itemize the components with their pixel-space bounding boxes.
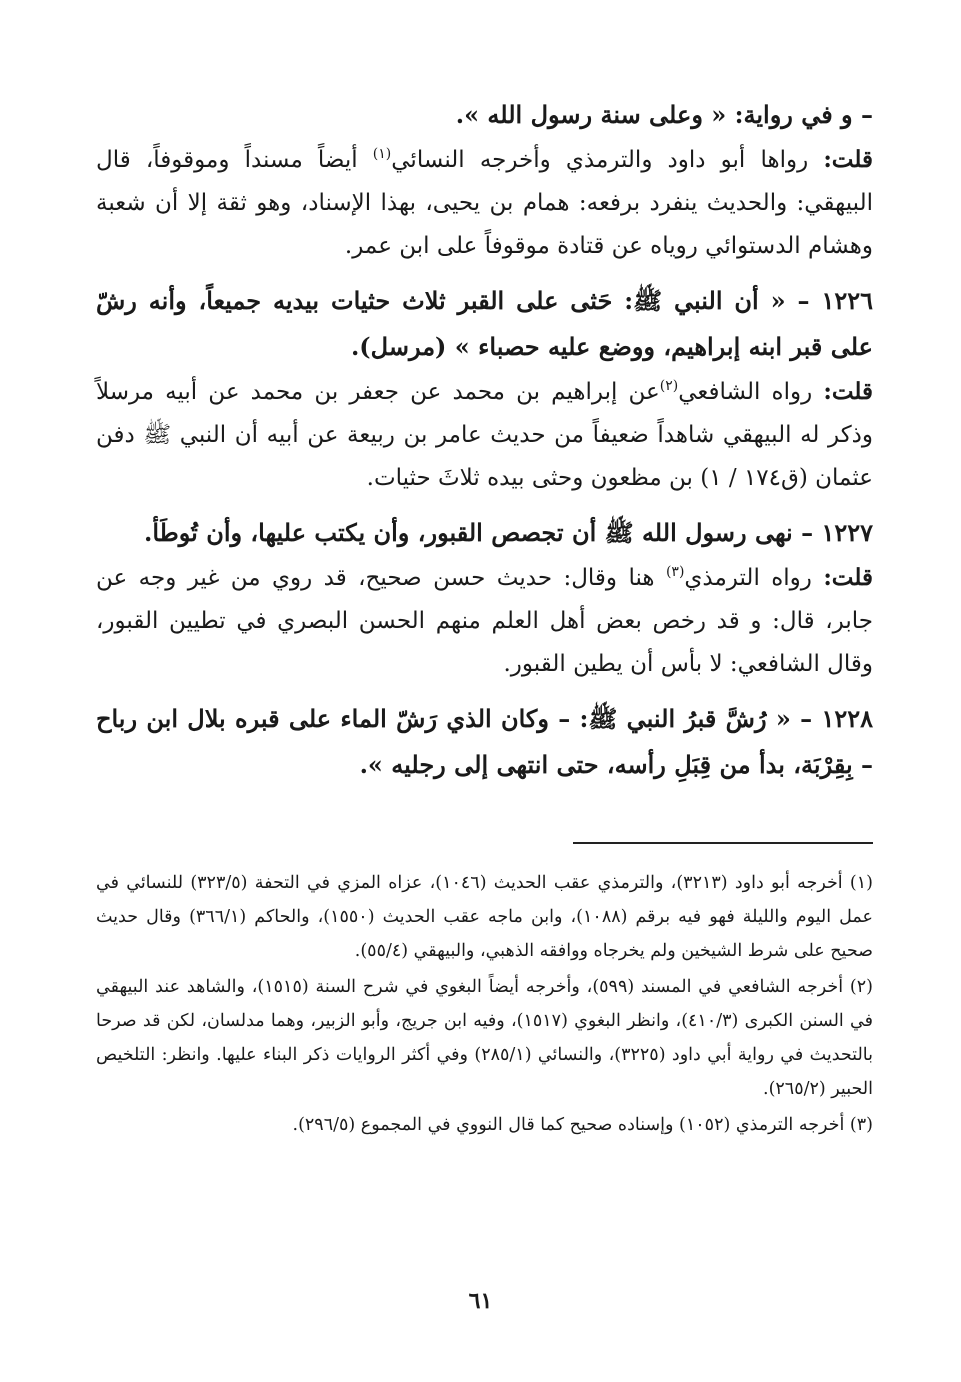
commentary-paragraph-3 [96, 556, 873, 686]
footnote-3: (٣) أخرجه الترمذي (١٠٥٢) وإسناده صحيح كما قال النووي في المجموع (٢٩٦/٥). [292, 1115, 873, 1135]
footnote-ref-1[interactable]: (١) [372, 146, 392, 162]
footnote-1: (١) أخرجه أبو داود (٣٢١٣)، والترمذي عقب الحديث (١٠٤٦)، عزاه المزي في التحفة (٣٢٣/٥) للنسائي في عمل اليوم والليلة فهو فيه برقم (١٠٨٨)، وابن ماجه عقب الحديث (١٥٥٠)، والحاكم (٣٦٦/١) وقال حديث صحيح على شرط الشيخين ولم يخرجاه ووافقه الذهبي، والبيهقي (٥٥/٤). [96, 873, 873, 961]
main-text [96, 92, 873, 788]
hadith-1228: ١٢٢٨ – « رُشَّ قبرُ النبي ﷺ: – وكان الذي رَشّ الماء على قبره بلال ابن رباح – بِقِرْبَة، بدأ من قِبَلِ رأسه، حتى انتهى إلى رجليه ». [96, 704, 873, 779]
commentary-text-a: رواه الشافعي [678, 379, 824, 405]
hadith-1227: ١٢٢٧ – نهى رسول الله ﷺ أن تجصص القبور، وأن يكتب عليها، وأن تُوطَأ. [143, 518, 873, 547]
footnote-ref-2[interactable]: (٢) [659, 378, 679, 394]
commentary-paragraph-1 [96, 138, 873, 268]
footnote-divider [573, 842, 873, 844]
commentary-lead: قلت: [823, 564, 873, 591]
commentary-text-b: أيضاً مسنداً وموقوفاً، قال البيهقي: والحديث ينفرد برفعه: همام بن يحيى، بهذا الإسناد، وهو ثقة إلا أن شعبة وهشام الدستوائي روياه عن قتادة موقوفاً على ابن عمر. [96, 147, 873, 259]
commentary-text-b: هنا وقال: حديث حسن صحيح، قد روي من غير وجه عن جابر، قال: و قد رخص بعض أهل العلم منهم الحسن البصري في تطيين القبور، وقال الشافعي: لا بأس أن يطين القبور. [96, 565, 873, 677]
footnote-2: (٢) أخرجه الشافعي في المسند (٥٩٩)، وأخرجه أيضاً البغوي في شرح السنة (١٥١٥)، والشاهد عند البيهقي في السنن الكبرى (٤١٠/٣)، وانظر البغوي (١٥١٧)، وفيه ابن جريج، وأبو الزبير، وهما مدلسان، لكن قد صرحا بالتحديث في رواية أبي داود (٣٢٢٥)، والنسائي (٢٨٥/١) وفي أكثر الروايات ذكر البناء عليها. وانظر: التلخيص الحبير (٢٦٥/٢). [96, 977, 874, 1099]
footnote-ref-3[interactable]: (٣) [665, 564, 685, 580]
page-number: ٦١ [468, 1288, 493, 1314]
hadith-1226: ١٢٢٦ – « أن النبي ﷺ: حَثى على القبر ثلاث حثيات بيديه جميعاً، وأنه رشّ على قبر ابنه إبراهيم، ووضع عليه حصباء » (مرسل). [96, 286, 873, 361]
commentary-text-b: عن إبراهيم بن محمد عن جعفر بن محمد عن أبيه مرسلاً وذكر له البيهقي شاهداً ضعيفاً من حديث عامر بن ربيعة عن أبيه أن النبي ﷺ دفن عثمان (ق١٧٤ / ١) بن مظعون وحثى بيده ثلاثَ حثيات. [96, 379, 873, 491]
commentary-lead: قلت: [823, 146, 873, 173]
commentary-lead: قلت: [823, 378, 874, 405]
narration-line: – و في رواية: « وعلى سنة رسول الله ». [455, 100, 873, 129]
commentary-paragraph-2 [96, 370, 873, 500]
footnotes [96, 866, 873, 1142]
commentary-text-a: رواه الترمذي [684, 565, 824, 591]
commentary-text-a: رواها أبو داود والترمذي وأخرجه النسائي [391, 147, 824, 173]
